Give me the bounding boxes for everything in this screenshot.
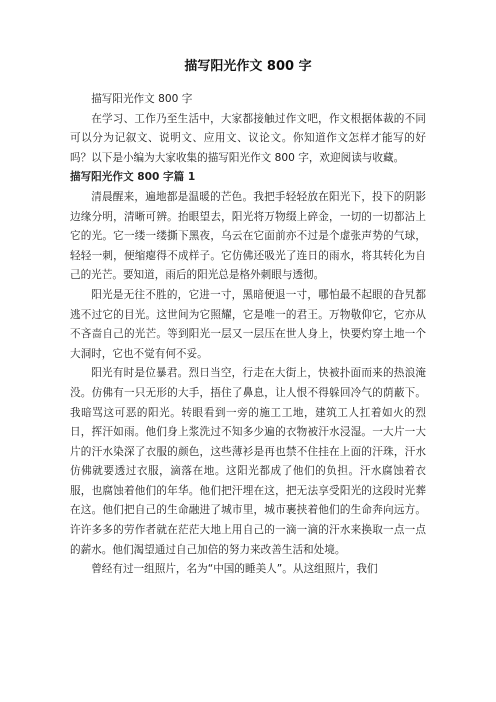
body-paragraph-2: 阳光是无往不胜的，它进一寸，黑暗便退一寸，哪怕最不起眼的旮旯都逃不过它的目光。这世间为它照耀，它是唯一的君王。万物敬仰它，它亦从不吝啬自己的光芒。等到阳光一层又一层压在世人身上，快要灼穿土地一个大洞时，它也不觉有何不妥。 <box>70 288 426 360</box>
section-heading: 描写阳光作文 800 字篇 1 <box>70 171 196 184</box>
body-paragraph-1: 清晨醒来，遍地都是温暖的芒色。我把手轻轻放在阳光下，投下的阴影边缘分明，清晰可辨。抬眼望去，阳光将万物缀上碎金，一切的一切都沾上它的光。它一缕一缕撕下黑夜，乌云在它面前亦不过是个虚张声势的气球，轻轻一刺，便缩瘪得不成样子。它仿佛还吸光了连日的雨水，将其转化为自己的光芒。要知道，雨后的阳光总是格外刺眼与透彻。 <box>70 190 426 282</box>
intro-line: 描写阳光作文 800 字 <box>91 93 193 105</box>
intro-paragraph: 在学习、工作乃至生活中，大家都接触过作文吧，作文根据体裁的不同可以分为记叙文、说明文、应用文、议论文。你知道作文怎样才能写的好吗？以下是小编为大家收集的描写阳光作文 800 字，欢迎阅读与收藏。 <box>70 112 426 164</box>
body-paragraph-3: 阳光有时是位暴君。烈日当空，行走在大街上，快被扑面而来的热浪淹没。仿佛有一只无形的大手，捂住了鼻息，让人恨不得躲回冷气的荫蔽下。我暗骂这可恶的阳光。转眼看到一旁的施工工地，建筑工人扛着如火的烈日，挥汗如雨。他们身上浆洗过不知多少遍的衣物被汗水浸湿。一大片一大片的汗水染深了衣服的颜色，这些薄衫是再也禁不住挂在上面的汗珠，汗水仿佛就要透过衣服，滴落在地。这阳光都成了他们的负担。汗水腐蚀着衣服，也腐蚀着他们的年华。他们把汗埋在这，把无法享受阳光的这段时光葬在这。他们把自己的生命融进了城市里，城市裹挟着他们的生命奔向远方。许许多多的劳作者就在茫茫大地上用自己的一滴一滴的汗水来换取一点一点的薪水。他们渴望通过自己加倍的努力来改善生活和处境。 <box>70 367 426 556</box>
body-paragraph-4: 曾经有过一组照片，名为“中国的睡美人”。从这组照片，我们 <box>91 563 378 576</box>
document-title: 描写阳光作文 800 字 <box>184 59 312 74</box>
